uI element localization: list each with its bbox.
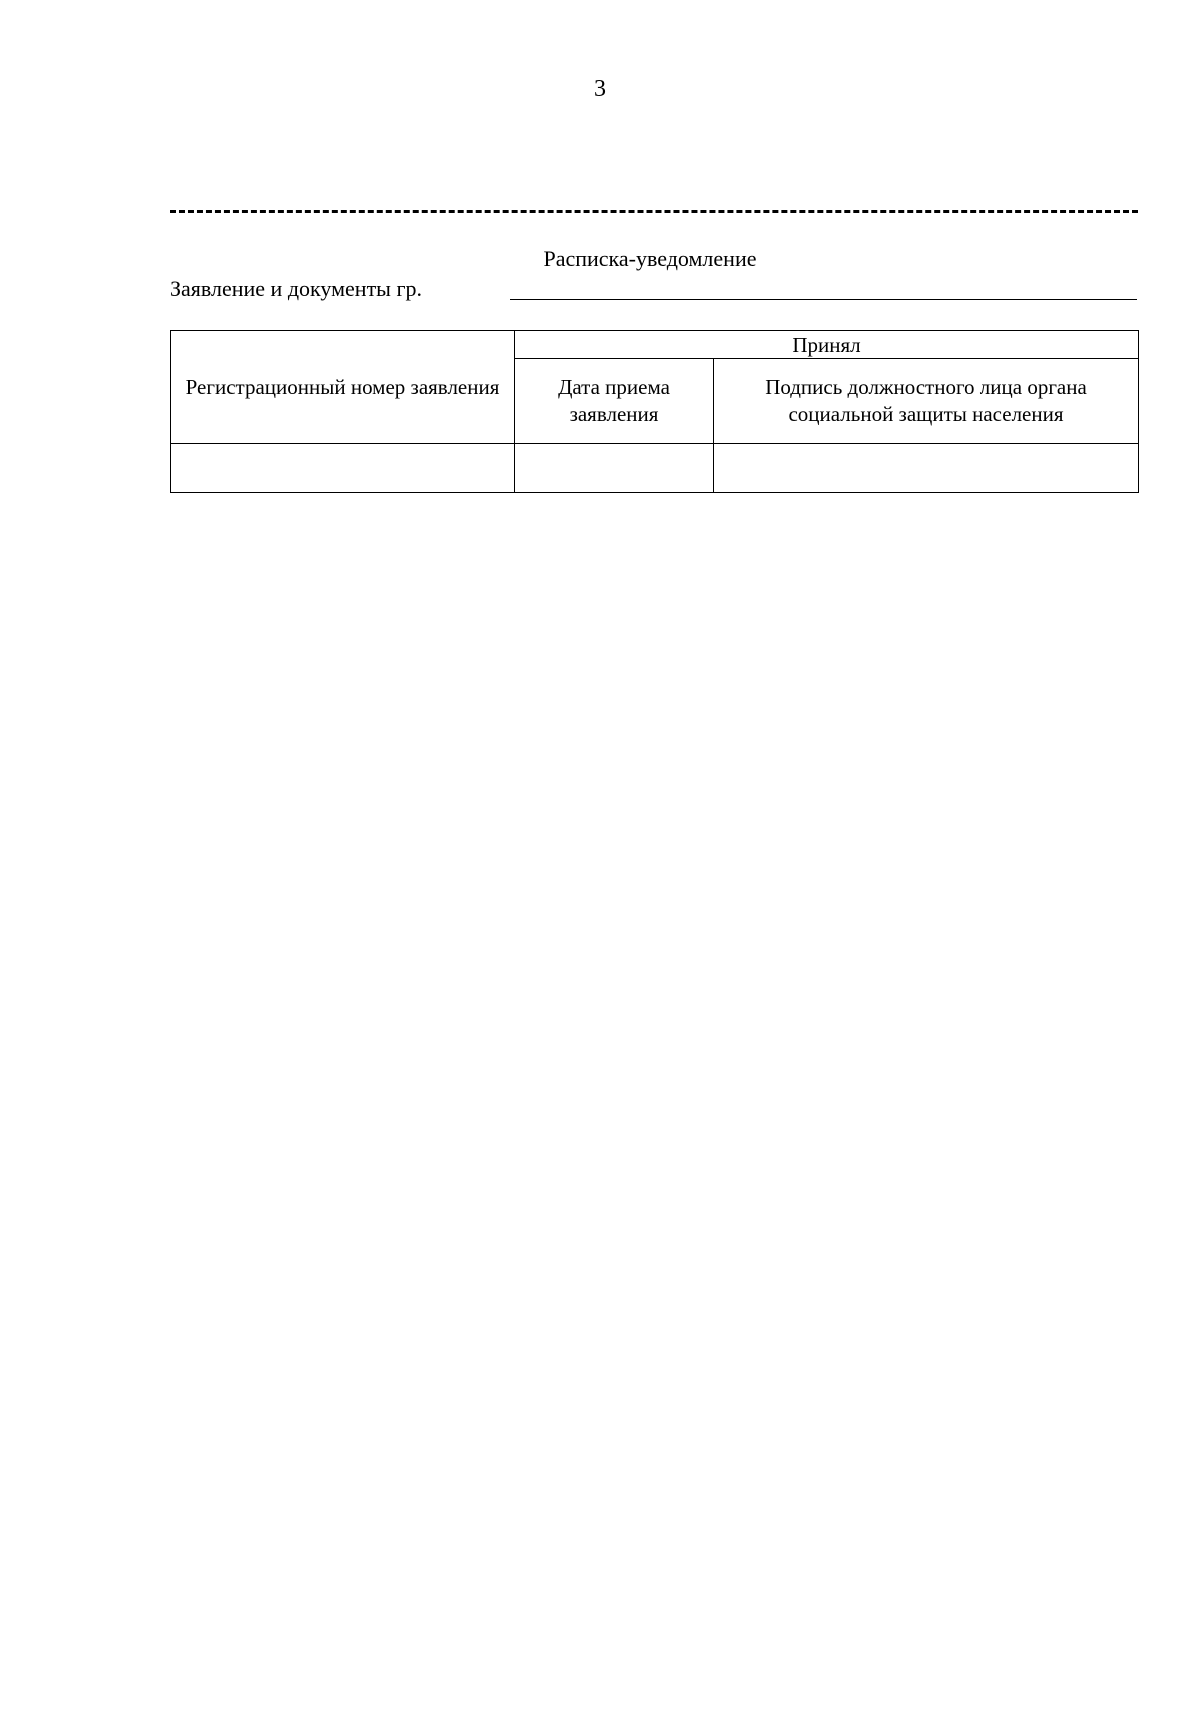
- header-registration-number: Регистрационный номер заявления: [171, 331, 515, 444]
- table-row: [171, 444, 1139, 493]
- cut-line-divider: [170, 210, 1138, 213]
- cell-date-received: [515, 444, 714, 493]
- table-header-row-1: [171, 331, 1139, 359]
- page-number: 3: [594, 76, 606, 102]
- applicant-label: Заявление и документы гр.: [170, 276, 422, 301]
- cell-official-signature: [714, 444, 1139, 493]
- receipt-title: Расписка-уведомление: [543, 246, 757, 271]
- applicant-name-blank-line: [510, 299, 1137, 300]
- header-accepted: Принял: [515, 331, 1139, 359]
- header-official-signature: Подпись должностного лица органа социальной защиты населения: [714, 359, 1139, 444]
- header-date-received: Дата приема заявления: [515, 359, 714, 444]
- receipt-table: [170, 330, 1139, 493]
- cell-registration-number: [171, 444, 515, 493]
